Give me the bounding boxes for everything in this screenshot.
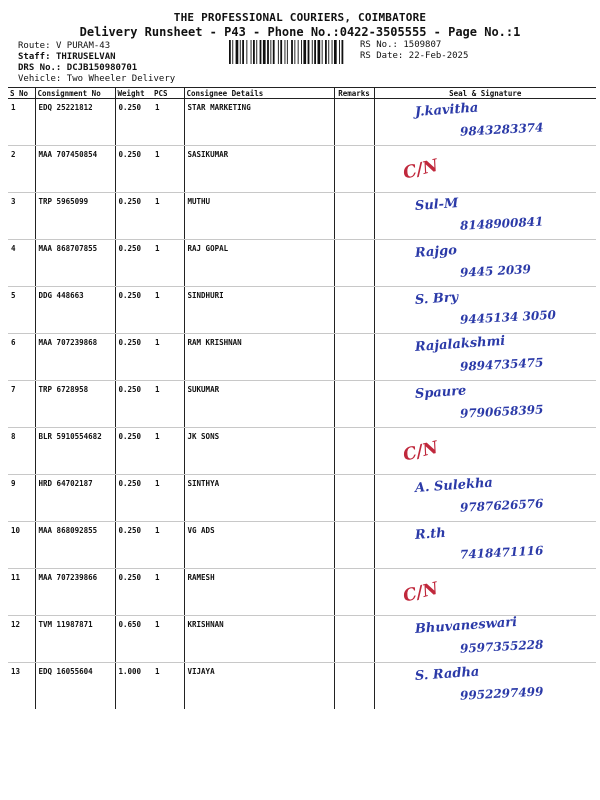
cell-sno: 1 [8, 99, 35, 146]
table-row [8, 146, 596, 193]
cell-pcs: 1 [152, 99, 184, 146]
cell-sno: 8 [8, 428, 35, 475]
route-value: V PURAM-43 [55, 41, 111, 51]
cell-consignment-no: EDQ 16055604 [35, 663, 115, 710]
handwritten-signature [375, 616, 585, 660]
cell-remarks [334, 99, 374, 146]
cell-signature [374, 381, 596, 428]
cell-consignment-no: MAA 707450854 [35, 146, 115, 193]
cell-consignment-no: EDQ 25221812 [35, 99, 115, 146]
cell-pcs: 1 [152, 193, 184, 240]
drs-label: DRS No.: [18, 63, 62, 73]
cell-weight: 0.250 [115, 522, 152, 569]
cell-consignee: STAR MARKETING [184, 99, 334, 146]
table-row [8, 569, 596, 616]
cell-signature [374, 616, 596, 663]
cell-consignee: VIJAYA [184, 663, 334, 710]
cell-signature [374, 99, 596, 146]
route-label: Route: [18, 41, 51, 51]
rs-date-label: RS Date: [360, 51, 404, 61]
table-row [8, 663, 596, 710]
cell-consignee: MUTHU [184, 193, 334, 240]
table-header-row [8, 88, 596, 99]
cell-consignee: VG ADS [184, 522, 334, 569]
cell-weight: 0.250 [115, 193, 152, 240]
cell-consignee: KRISHNAN [184, 616, 334, 663]
signature-text: C/N [400, 437, 440, 466]
cell-pcs: 1 [155, 667, 160, 676]
rs-no-value: 1509807 [403, 40, 442, 50]
cell-sno: 12 [8, 616, 35, 663]
table-row [8, 475, 596, 522]
signature-phone: 9787626576 [459, 496, 544, 515]
handwritten-signature [375, 428, 585, 472]
cell-pcs: 1 [152, 428, 184, 475]
rs-date-value: 22-Feb-2025 [408, 51, 469, 61]
cell-sno: 4 [8, 240, 35, 287]
cell-consignee: SINTHYA [184, 475, 334, 522]
cell-consignment-no: TRP 6728958 [35, 381, 115, 428]
table-row [8, 240, 596, 287]
runsheet-subtitle: Delivery Runsheet - P43 - Phone No.:0422-3505555 - Page No.:1 [79, 25, 521, 39]
handwritten-signature [375, 193, 585, 237]
cell-signature [374, 522, 596, 569]
signature-text: Bhuvaneswari [413, 614, 518, 637]
cell-weight: 0.250 [115, 99, 152, 146]
cell-consignee: JK SONS [184, 428, 334, 475]
cell-signature [374, 569, 596, 616]
signature-text: C/N [400, 578, 440, 607]
handwritten-signature [375, 663, 585, 707]
cell-consignment-no: MAA 707239868 [35, 334, 115, 381]
signature-phone: 9894735475 [459, 355, 544, 374]
drs-line [18, 63, 137, 74]
cell-consignment-no: BLR 5910554682 [35, 428, 115, 475]
table-row [8, 616, 596, 663]
cell-consignee: SUKUMAR [184, 381, 334, 428]
cell-signature [374, 146, 596, 193]
route-line [18, 41, 110, 52]
table-row [8, 428, 596, 475]
cell-remarks [334, 428, 374, 475]
table-row [8, 522, 596, 569]
vehicle-line [18, 74, 175, 85]
handwritten-signature [375, 240, 585, 284]
cell-weight: 0.650 [115, 616, 152, 663]
cell-signature [374, 428, 596, 475]
cell-sno: 3 [8, 193, 35, 240]
table-row [8, 381, 596, 428]
cell-signature [374, 475, 596, 522]
signature-text: C/N [400, 155, 440, 184]
signature-text: S. Bry [413, 289, 459, 308]
signature-text: Sul-M [413, 195, 459, 214]
cell-remarks [334, 616, 374, 663]
handwritten-signature [375, 334, 585, 378]
cell-sno: 10 [8, 522, 35, 569]
cell-consignee: RAM KRISHNAN [184, 334, 334, 381]
vehicle-label: Vehicle: [18, 74, 62, 84]
rs-date-line [360, 51, 468, 62]
cell-sno: 9 [8, 475, 35, 522]
vehicle-value: Two Wheeler Delivery [66, 74, 176, 84]
cell-sno: 5 [8, 287, 35, 334]
cell-pcs: 1 [152, 334, 184, 381]
handwritten-signature [375, 287, 585, 331]
cell-signature [374, 193, 596, 240]
cell-weight: 0.250 [115, 475, 152, 522]
signature-text: S. Radha [413, 664, 480, 684]
col-header-weight: Weight [115, 88, 152, 99]
company-title: THE PROFESSIONAL COURIERS, COIMBATORE [173, 11, 427, 24]
signature-text: J.kavitha [413, 100, 479, 120]
cell-sno: 13 [11, 667, 21, 676]
cell-signature [374, 663, 596, 710]
handwritten-signature [375, 569, 585, 613]
col-header-pcs: PCS [152, 88, 184, 99]
cell-remarks [334, 522, 374, 569]
table-row [8, 287, 596, 334]
cell-remarks [334, 240, 374, 287]
cell-remarks [334, 663, 374, 710]
cell-consignment-no: MAA 868707855 [35, 240, 115, 287]
cell-consignee: RAJ GOPAL [184, 240, 334, 287]
cell-remarks [334, 381, 374, 428]
cell-consignee: SASIKUMAR [184, 146, 334, 193]
cell-pcs: 1 [152, 522, 184, 569]
cell-consignee: RAMESH [184, 569, 334, 616]
signature-text: Rajalakshmi [413, 333, 506, 355]
signature-text: Rajgo [413, 243, 457, 261]
signature-text: R.th [413, 525, 446, 543]
cell-pcs: 1 [152, 240, 184, 287]
staff-label: Staff: [18, 52, 51, 62]
col-header-remarks: Remarks [334, 88, 374, 99]
signature-phone: 9597355228 [459, 637, 544, 656]
cell-sno: 11 [8, 569, 35, 616]
cell-signature [374, 287, 596, 334]
signature-phone: 7418471116 [459, 543, 544, 562]
cell-pcs: 1 [152, 287, 184, 334]
handwritten-signature [375, 146, 585, 190]
cell-weight: 0.250 [115, 240, 152, 287]
cell-remarks [334, 475, 374, 522]
cell-sno: 6 [8, 334, 35, 381]
cell-weight: 1.000 [115, 663, 152, 710]
signature-text: A. Sulekha [413, 475, 493, 496]
cell-consignee: SINDHURI [184, 287, 334, 334]
table-row [8, 99, 596, 146]
cell-remarks [334, 287, 374, 334]
cell-consignment-no: HRD 64702187 [35, 475, 115, 522]
handwritten-signature [375, 381, 585, 425]
barcode-image [229, 40, 355, 64]
cell-weight: 0.250 [115, 334, 152, 381]
cell-sno: 7 [8, 381, 35, 428]
handwritten-signature [375, 99, 585, 143]
cell-pcs: 1 [152, 569, 184, 616]
cell-weight: 0.250 [115, 287, 152, 334]
signature-text: Spaure [413, 383, 467, 402]
cell-consignment-no: DDG 448663 [35, 287, 115, 334]
cell-weight: 0.250 [115, 381, 152, 428]
cell-pcs: 1 [152, 616, 184, 663]
cell-weight: 0.250 [115, 569, 152, 616]
col-header-sno: S No [8, 88, 35, 99]
cell-consignment-no: MAA 868092855 [35, 522, 115, 569]
cell-sno: 2 [8, 146, 35, 193]
rs-no-line [360, 40, 441, 51]
table-row [8, 334, 596, 381]
signature-phone: 9445134 3050 [459, 307, 556, 327]
col-header-consignment: Consignment No [35, 88, 115, 99]
cell-weight: 0.250 [115, 146, 152, 193]
cell-weight: 0.250 [115, 428, 152, 475]
cell-pcs: 1 [152, 146, 184, 193]
cell-consignment-no: TRP 5965099 [35, 193, 115, 240]
cell-pcs: 1 [152, 475, 184, 522]
cell-consignment-no: MAA 707239866 [35, 569, 115, 616]
cell-signature [374, 334, 596, 381]
cell-remarks [334, 569, 374, 616]
table-row [8, 193, 596, 240]
col-header-consignee: Consignee Details [184, 88, 334, 99]
signature-phone: 8148900841 [459, 214, 544, 233]
cell-remarks [334, 334, 374, 381]
rs-no-label: RS No.: [360, 40, 398, 50]
staff-value: THIRUSELVAN [55, 52, 116, 62]
signature-phone: 9790658395 [459, 402, 544, 421]
signature-phone: 9952297499 [459, 684, 544, 703]
handwritten-signature [375, 475, 585, 519]
runsheet-table [8, 87, 596, 709]
signature-phone: 9445 2039 [459, 262, 531, 280]
staff-line [18, 52, 116, 63]
handwritten-signature [375, 522, 585, 566]
cell-signature [374, 240, 596, 287]
cell-consignment-no: TVM 11987871 [35, 616, 115, 663]
cell-remarks [334, 146, 374, 193]
col-header-signature: Seal & Signature [374, 88, 596, 99]
signature-phone: 9843283374 [459, 120, 544, 139]
drs-value: DCJB150980701 [66, 63, 138, 73]
cell-remarks [334, 193, 374, 240]
cell-pcs: 1 [152, 381, 184, 428]
